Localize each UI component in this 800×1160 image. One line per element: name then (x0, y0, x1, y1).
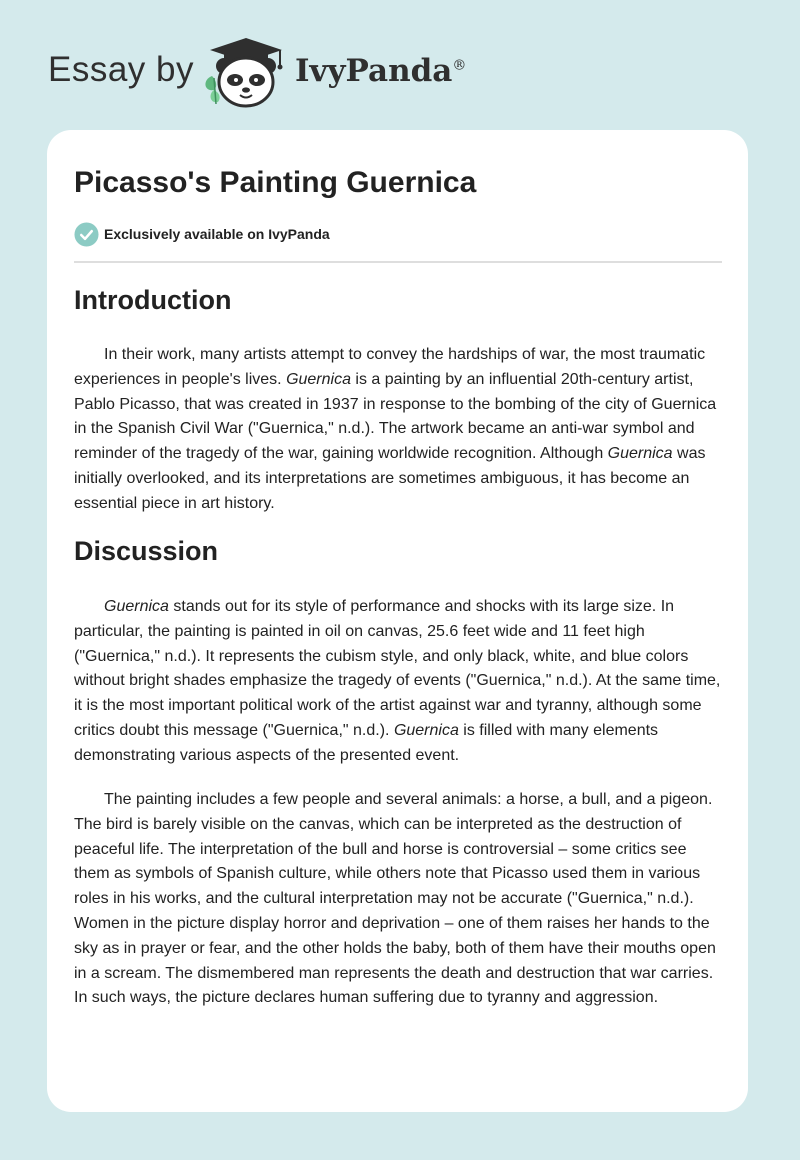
text-run: is a painting by an influential 20th-century artist, Pablo Picasso, that was created in 1937 in response to the bombing of the city of Guernica in the Spanish Civil War ("Guernica," n.d.). The artwork became an anti-war symbol and reminder of the tragedy of the war, gaining worldwide recognition. Although (74, 370, 717, 463)
essay-card (47, 130, 748, 1112)
paragraph (74, 595, 724, 769)
paragraph (74, 343, 724, 517)
text-run: In their work, many artists attempt to convey the hardships of war, the most traumatic experiences in people's lives. (74, 346, 706, 388)
section-heading-introduction: Introduction (74, 285, 232, 315)
brand-name: IvyPanda® (295, 53, 467, 89)
check-circle-icon (74, 222, 99, 247)
italic-title: Guernica (104, 598, 169, 615)
divider (74, 261, 722, 263)
text-run: stands out for its style of performance and shocks with its large size. In particular, the painting is painted in oil on canvas, 25.6 feet wide and 11 feet high ("Guernica," n.d.). It represents the cubism style, and only black, white, and blue colors without bright shades emphasize the tragedy of events ("Guernica," n.d.). At the same time, it is the most important political work of the artist against war and tyranny, although some critics doubt this message ("Guernica," n.d.). (74, 598, 721, 739)
text-run: The painting includes a few people and several animals: a horse, a bull, and a pigeon. The bird is barely visible on the canvas, which can be interpreted as the destruction of peaceful life. The interpretation of the bull and horse is controversial – some critics see them as symbols of Spanish culture, while others note that Picasso used them in various roles in his works, and the cultural interpretation may not be accurate ("Guernica," n.d.). Women in the picture display horror and deprivation – one of them raises her hands to the sky as in prayer or fear, and the other holds the baby, both of them have their mouths open in a scream. The dismembered man represents the death and destruction that war carries. In such ways, the picture declares human suffering due to tyranny and aggression. (74, 791, 716, 1007)
text-run: was initially overlooked, and its interpretations are sometimes ambiguous, it has become an essential piece in art history. (74, 445, 706, 512)
brand-prefix: Essay by (48, 50, 194, 89)
site-header (0, 0, 800, 130)
text-run: is filled with many elements demonstrating various aspects of the presented event. (74, 721, 659, 764)
panda-logo-icon[interactable] (200, 36, 292, 110)
badge-text: Exclusively available on IvyPanda (104, 226, 330, 242)
italic-title: Guernica (393, 721, 459, 739)
italic-title: Guernica (607, 445, 673, 463)
exclusive-badge (74, 221, 330, 247)
section-heading-discussion: Discussion (74, 536, 219, 566)
paragraph (74, 788, 724, 1011)
page-title: Picasso's Painting Guernica (74, 166, 477, 199)
italic-title: Guernica (286, 370, 351, 388)
